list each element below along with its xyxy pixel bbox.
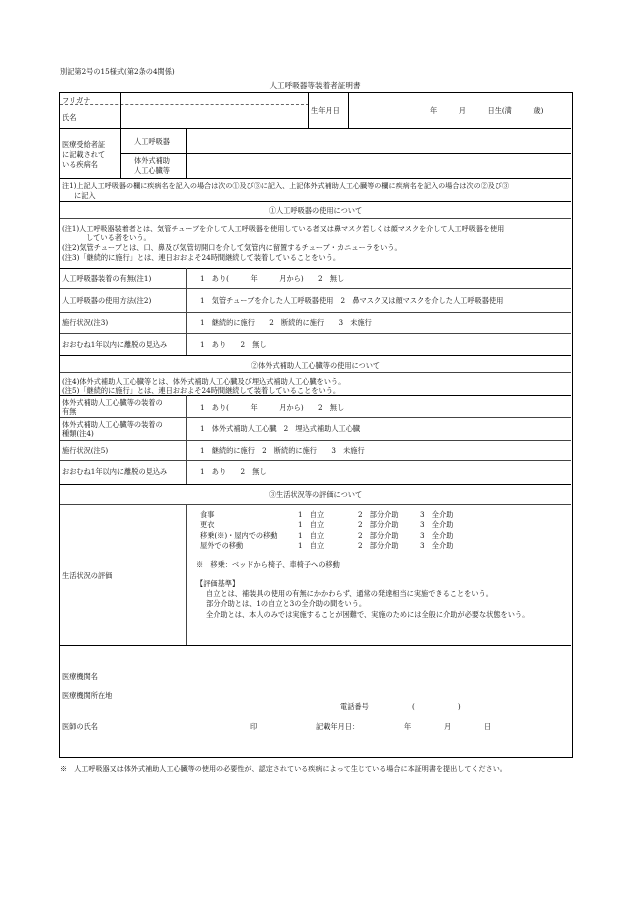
section1-row-value: 1 あり 2 無し [200, 340, 267, 349]
section2-row-value: 1 継続的に施行 2 断続的に施行 3 未施行 [200, 446, 365, 455]
activity-option: 1 自立 [298, 531, 325, 540]
vad-disease-label-1: 体外式補助 [134, 156, 170, 165]
section2-row-label: 施行状況(注5) [62, 446, 109, 455]
section2-row-value: 1 体外式補助人工心臓 2 埋込式補助人工心臓 [200, 424, 361, 433]
section1-note: している者をいう。 [86, 233, 151, 242]
disease-label-3: いる疾病名 [62, 160, 98, 169]
section1-row-label: 人工呼吸器装着の有無(注1) [62, 274, 152, 283]
form-code: 別記第2号の15様式(第2条の4関係) [60, 67, 175, 76]
section2-note: (注4)体外式補助人工心臓等とは、体外式補助人工心臓及び埋込式補助人工心臓をいう。 [62, 377, 346, 386]
birth-value: 年 月 日生(満 歳) [430, 106, 544, 115]
address-label: 医療機関所在地 [62, 691, 113, 700]
birth-label: 生年月日 [311, 106, 340, 115]
activity-option: 1 自立 [298, 541, 325, 550]
doctor-label: 医師の氏名 [62, 722, 98, 731]
date-month: 月 [444, 722, 452, 731]
section1-note: (注2)気管チューブとは、口、鼻及び気管切開口を介して気管内に留置するチューブ・カニューラをいう。 [62, 243, 402, 252]
section2-row-label: 有無 [62, 407, 77, 416]
section1-row-label: 施行状況(注3) [62, 318, 109, 327]
activity-option: 1 自立 [298, 510, 325, 519]
criteria-title: 【評価基準】 [196, 579, 240, 588]
disease-note-2: に記入 [74, 191, 96, 200]
section2-row-label: 種類(注4) [62, 429, 94, 438]
activity-name: 食事 [200, 510, 215, 519]
section1-header: ①人工呼吸器の使用について [268, 206, 363, 215]
section2-row-label: 体外式補助人工心臓等の装着の [62, 420, 163, 429]
activity-option: 1 自立 [298, 520, 325, 529]
section2-row-label: 体外式補助人工心臓等の装着の [62, 398, 163, 407]
criteria-item: 部分介助とは、1の自立と3の全介助の間をいう。 [206, 599, 367, 608]
phone-paren: ( ) [412, 702, 461, 711]
criteria-item: 自立とは、補装具の使用の有無にかかわらず、通常の発達相当に実施できることをいう。 [206, 589, 493, 598]
disease-label-1: 医療受給者証 [62, 140, 106, 149]
section1-row-label: 人工呼吸器の使用方法(注2) [62, 296, 152, 305]
furigana-label: フリガナ [62, 96, 91, 105]
section2-row-value: 1 あり( 年 月から) 2 無し [200, 403, 345, 412]
section2-row-value: 1 あり 2 無し [200, 467, 267, 476]
footer-note: ※ 人工呼吸器又は体外式補助人工心臓等の使用の必要性が、認定されている疾病によって生じている場合に本証明書を提出してください。 [60, 764, 507, 773]
seal-mark: 印 [250, 722, 258, 731]
name-label: 氏名 [62, 113, 77, 122]
section1-note: (注3)「継続的に施行」とは、連日おおよそ24時間継続して装着していることをいう。 [62, 253, 341, 262]
disease-label-2: に記載されて [62, 150, 106, 159]
section2-header: ②体外式補助人工心臓等の使用について [250, 361, 381, 370]
transfer-note: ※ 移乗：ベッドから椅子、車椅子への移動 [196, 560, 340, 569]
activity-option: 2 部分介助 [358, 510, 399, 519]
activity-option: 3 全介助 [420, 520, 454, 529]
section1-row-value: 1 気管チューブを介した人工呼吸器使用 2 鼻マスク又は顔マスクを介した人工呼吸器使用 [200, 296, 504, 305]
section1-row-label: おおむね1年以内に離脱の見込み [62, 340, 168, 349]
date-label: 記載年月日： [316, 722, 360, 731]
section1-row-value: 1 継続的に施行 2 断続的に施行 3 未施行 [200, 318, 372, 327]
criteria-item: 全介助とは、本人のみでは実施することが困難で、実施のためには全般に介助が必要な状態をいう。 [206, 610, 530, 619]
section2-row-label: おおむね1年以内に離脱の見込み [62, 467, 168, 476]
activity-option: 2 部分介助 [358, 520, 399, 529]
activity-option: 2 部分介助 [358, 531, 399, 540]
activity-name: 屋外での移動 [200, 541, 244, 550]
ventilator-disease-label: 人工呼吸器 [134, 137, 170, 146]
activity-name: 更衣 [200, 520, 215, 529]
section1-row-value: 1 あり( 年 月から) 2 無し [200, 274, 345, 283]
activity-name: 移乗(※)・屋内での移動 [200, 531, 278, 540]
section1-note: (注1)人工呼吸器装着者とは、気管チューブを介して人工呼吸器を使用している者又は鼻マスク若しくは顔マスクを介して人工呼吸器を使用 [62, 224, 505, 233]
section3-header: ③生活状況等の評価について [268, 490, 363, 499]
activity-option: 3 全介助 [420, 510, 454, 519]
date-year: 年 [404, 722, 412, 731]
institution-label: 医療機関名 [62, 672, 98, 681]
disease-note-1: 注1)上記人工呼吸器の欄に疾病名を記入の場合は次の①及び③に記入、上記体外式補助人工心臓等の欄に疾病名を記入の場合は次の②及び③ [62, 181, 510, 190]
vad-disease-label-2: 人工心臓等 [134, 166, 170, 175]
life-status-label: 生活状況の評価 [62, 571, 113, 580]
activity-option: 2 部分介助 [358, 541, 399, 550]
date-day: 日 [484, 722, 492, 731]
activity-option: 3 全介助 [420, 531, 454, 540]
activity-option: 3 全介助 [420, 541, 454, 550]
page-title: 人工呼吸器等装着者証明書 [269, 81, 361, 90]
phone-label: 電話番号 [340, 702, 369, 711]
section2-note: (注5)「継続的に施行」とは、連日おおよそ24時間継続して装着していることをいう。 [62, 386, 341, 395]
